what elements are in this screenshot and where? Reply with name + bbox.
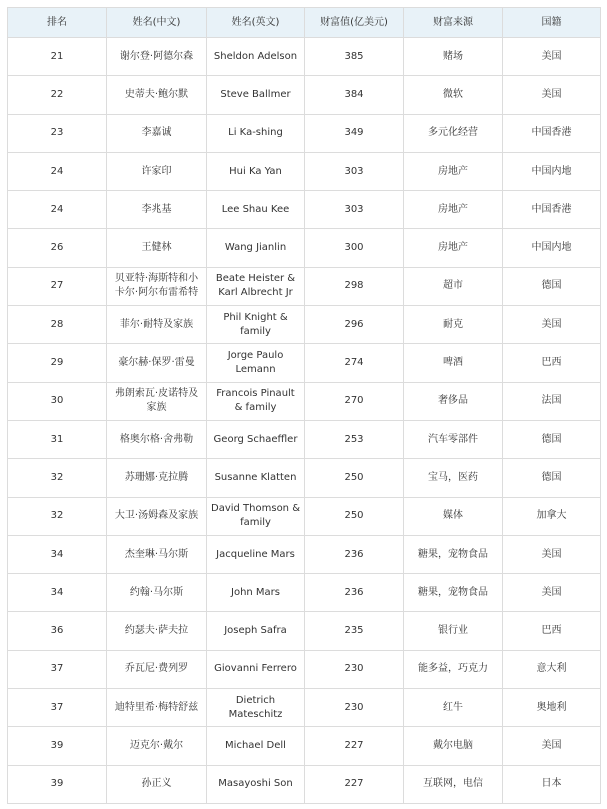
cell-nationality: 美国	[503, 535, 601, 573]
cell-source: 糖果，宠物食品	[404, 535, 503, 573]
cell-source: 房地产	[404, 229, 503, 267]
cell-nationality: 日本	[503, 765, 601, 803]
cell-nationality: 德国	[503, 267, 601, 305]
table-header-row	[8, 8, 601, 38]
rich-list-table	[7, 7, 601, 804]
table-row	[8, 382, 601, 420]
cell-name-cn: 迈克尔·戴尔	[107, 727, 207, 765]
cell-wealth: 270	[305, 382, 404, 420]
cell-nationality: 中国内地	[503, 152, 601, 190]
cell-rank: 36	[8, 612, 107, 650]
cell-nationality: 奥地利	[503, 689, 601, 727]
table-row	[8, 306, 601, 344]
cell-wealth: 300	[305, 229, 404, 267]
cell-source: 媒体	[404, 497, 503, 535]
cell-name-en: Wang Jianlin	[207, 229, 305, 267]
cell-name-en: Phil Knight & family	[207, 306, 305, 344]
cell-source: 汽车零部件	[404, 420, 503, 458]
cell-rank: 39	[8, 765, 107, 803]
cell-nationality: 巴西	[503, 612, 601, 650]
cell-name-cn: 弗朗索瓦·皮诺特及家族	[107, 382, 207, 420]
table-row	[8, 689, 601, 727]
cell-name-en: John Mars	[207, 574, 305, 612]
cell-nationality: 美国	[503, 574, 601, 612]
cell-wealth: 236	[305, 574, 404, 612]
cell-source: 银行业	[404, 612, 503, 650]
cell-wealth: 384	[305, 76, 404, 114]
cell-name-cn: 贝亚特·海斯特和小卡尔·阿尔布雷希特	[107, 267, 207, 305]
cell-source: 超市	[404, 267, 503, 305]
cell-name-en: Michael Dell	[207, 727, 305, 765]
cell-name-en: Francois Pinault & family	[207, 382, 305, 420]
cell-name-en: Beate Heister & Karl Albrecht Jr	[207, 267, 305, 305]
cell-nationality: 美国	[503, 38, 601, 76]
cell-wealth: 274	[305, 344, 404, 382]
table-body	[8, 38, 601, 804]
cell-rank: 34	[8, 535, 107, 573]
cell-wealth: 349	[305, 114, 404, 152]
cell-source: 红牛	[404, 689, 503, 727]
header-rank: 排名	[8, 8, 107, 38]
cell-source: 能多益，巧克力	[404, 650, 503, 688]
cell-wealth: 230	[305, 650, 404, 688]
cell-wealth: 250	[305, 459, 404, 497]
cell-name-en: Jacqueline Mars	[207, 535, 305, 573]
cell-name-cn: 乔瓦尼·费列罗	[107, 650, 207, 688]
cell-name-en: David Thomson & family	[207, 497, 305, 535]
cell-wealth: 230	[305, 689, 404, 727]
cell-rank: 32	[8, 459, 107, 497]
cell-nationality: 意大利	[503, 650, 601, 688]
cell-wealth: 235	[305, 612, 404, 650]
cell-name-cn: 李兆基	[107, 191, 207, 229]
cell-name-en: Giovanni Ferrero	[207, 650, 305, 688]
cell-name-en: Susanne Klatten	[207, 459, 305, 497]
header-nationality: 国籍	[503, 8, 601, 38]
table-row	[8, 38, 601, 76]
cell-rank: 26	[8, 229, 107, 267]
cell-nationality: 加拿大	[503, 497, 601, 535]
cell-nationality: 美国	[503, 727, 601, 765]
cell-name-cn: 史蒂夫·鲍尔默	[107, 76, 207, 114]
cell-name-cn: 苏珊娜·克拉腾	[107, 459, 207, 497]
table-row	[8, 267, 601, 305]
cell-rank: 28	[8, 306, 107, 344]
header-source: 财富来源	[404, 8, 503, 38]
cell-name-en: Georg Schaeffler	[207, 420, 305, 458]
table-row	[8, 650, 601, 688]
cell-source: 奢侈品	[404, 382, 503, 420]
cell-nationality: 法国	[503, 382, 601, 420]
cell-wealth: 298	[305, 267, 404, 305]
cell-source: 宝马，医药	[404, 459, 503, 497]
header-wealth: 财富值(亿美元)	[305, 8, 404, 38]
cell-source: 糖果，宠物食品	[404, 574, 503, 612]
table-row	[8, 574, 601, 612]
cell-nationality: 美国	[503, 306, 601, 344]
cell-name-en: Dietrich Mateschitz	[207, 689, 305, 727]
table-row	[8, 612, 601, 650]
cell-name-cn: 大卫·汤姆森及家族	[107, 497, 207, 535]
table-row	[8, 344, 601, 382]
cell-rank: 37	[8, 689, 107, 727]
cell-nationality: 德国	[503, 459, 601, 497]
cell-name-en: Jorge Paulo Lemann	[207, 344, 305, 382]
cell-nationality: 中国内地	[503, 229, 601, 267]
cell-source: 耐克	[404, 306, 503, 344]
cell-name-cn: 格奥尔格·舍弗勒	[107, 420, 207, 458]
table-row	[8, 114, 601, 152]
cell-name-cn: 迪特里希·梅特舒兹	[107, 689, 207, 727]
cell-wealth: 296	[305, 306, 404, 344]
cell-name-en: Li Ka-shing	[207, 114, 305, 152]
table-row	[8, 191, 601, 229]
cell-name-en: Hui Ka Yan	[207, 152, 305, 190]
cell-rank: 23	[8, 114, 107, 152]
table-row	[8, 765, 601, 803]
cell-name-en: Steve Ballmer	[207, 76, 305, 114]
cell-nationality: 德国	[503, 420, 601, 458]
table-row	[8, 727, 601, 765]
table-row	[8, 535, 601, 573]
cell-rank: 24	[8, 152, 107, 190]
cell-name-cn: 李嘉诚	[107, 114, 207, 152]
cell-rank: 37	[8, 650, 107, 688]
cell-nationality: 中国香港	[503, 114, 601, 152]
cell-nationality: 美国	[503, 76, 601, 114]
cell-name-en: Lee Shau Kee	[207, 191, 305, 229]
cell-wealth: 236	[305, 535, 404, 573]
cell-name-en: Sheldon Adelson	[207, 38, 305, 76]
table-row	[8, 76, 601, 114]
cell-rank: 31	[8, 420, 107, 458]
cell-name-en: Masayoshi Son	[207, 765, 305, 803]
cell-source: 互联网，电信	[404, 765, 503, 803]
cell-rank: 22	[8, 76, 107, 114]
cell-source: 房地产	[404, 152, 503, 190]
cell-wealth: 227	[305, 765, 404, 803]
cell-source: 赌场	[404, 38, 503, 76]
cell-name-cn: 孙正义	[107, 765, 207, 803]
cell-name-cn: 许家印	[107, 152, 207, 190]
cell-wealth: 385	[305, 38, 404, 76]
table-row	[8, 420, 601, 458]
table-row	[8, 152, 601, 190]
cell-name-cn: 约瑟夫·萨夫拉	[107, 612, 207, 650]
cell-wealth: 227	[305, 727, 404, 765]
header-name-en: 姓名(英文)	[207, 8, 305, 38]
cell-name-cn: 约翰·马尔斯	[107, 574, 207, 612]
cell-source: 啤酒	[404, 344, 503, 382]
cell-name-cn: 豪尔赫·保罗·雷曼	[107, 344, 207, 382]
cell-wealth: 303	[305, 152, 404, 190]
cell-rank: 21	[8, 38, 107, 76]
table-row	[8, 497, 601, 535]
cell-rank: 30	[8, 382, 107, 420]
cell-name-en: Joseph Safra	[207, 612, 305, 650]
cell-rank: 29	[8, 344, 107, 382]
cell-rank: 39	[8, 727, 107, 765]
cell-wealth: 303	[305, 191, 404, 229]
cell-name-cn: 菲尔·耐特及家族	[107, 306, 207, 344]
cell-nationality: 中国香港	[503, 191, 601, 229]
cell-rank: 27	[8, 267, 107, 305]
table-row	[8, 459, 601, 497]
table-row	[8, 229, 601, 267]
cell-source: 微软	[404, 76, 503, 114]
cell-source: 戴尔电脑	[404, 727, 503, 765]
cell-name-cn: 杰奎琳·马尔斯	[107, 535, 207, 573]
cell-rank: 32	[8, 497, 107, 535]
header-name-cn: 姓名(中文)	[107, 8, 207, 38]
cell-name-cn: 谢尔登·阿德尔森	[107, 38, 207, 76]
cell-rank: 34	[8, 574, 107, 612]
cell-wealth: 250	[305, 497, 404, 535]
cell-source: 多元化经营	[404, 114, 503, 152]
cell-nationality: 巴西	[503, 344, 601, 382]
cell-source: 房地产	[404, 191, 503, 229]
cell-rank: 24	[8, 191, 107, 229]
cell-wealth: 253	[305, 420, 404, 458]
cell-name-cn: 王健林	[107, 229, 207, 267]
